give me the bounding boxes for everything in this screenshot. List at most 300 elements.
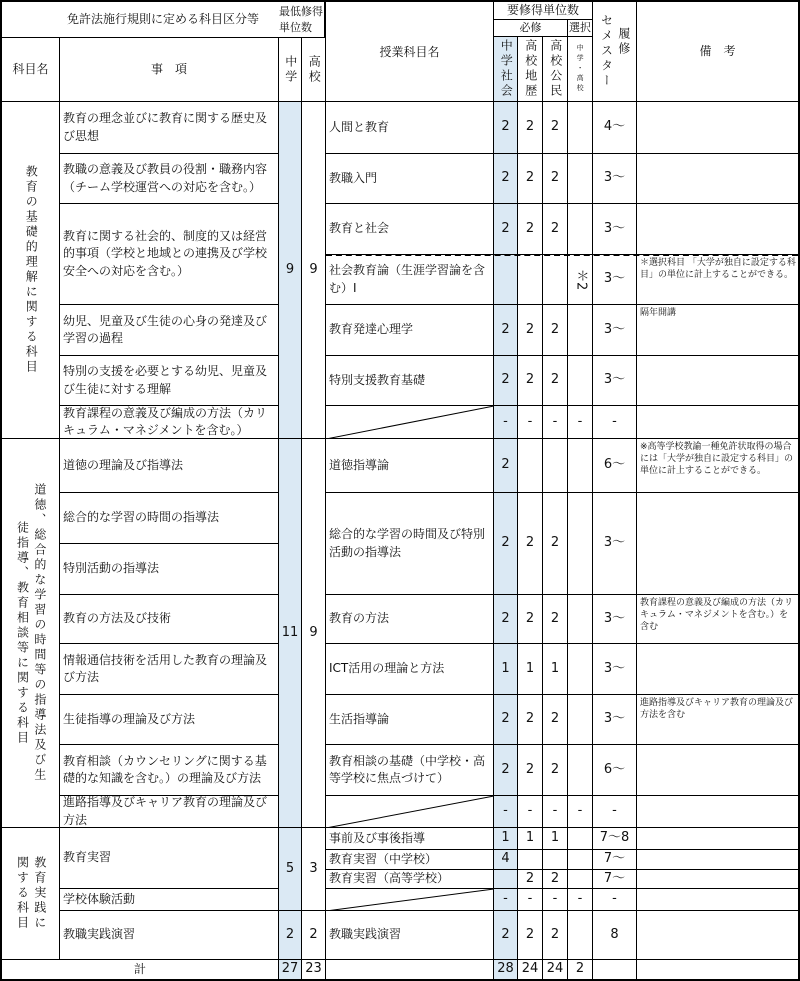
remarks xyxy=(637,870,798,889)
semester-value-text: 7～ xyxy=(603,870,626,886)
semester-value xyxy=(593,695,637,745)
remarks xyxy=(637,796,798,828)
min-ko-kiso-text: 9 xyxy=(309,261,318,277)
units-ko-chireki xyxy=(518,828,543,850)
units-chu-shakai-text: 2 xyxy=(501,170,510,186)
units-ko-komin xyxy=(543,255,568,305)
units-ko-chireki-text: 2 xyxy=(525,119,535,135)
units-ko-komin xyxy=(543,439,568,493)
units-chu-shakai xyxy=(494,870,518,889)
total-units-ko-chireki xyxy=(518,960,543,979)
header-biko xyxy=(637,2,798,102)
course-name xyxy=(326,644,494,695)
semester-value-text: - xyxy=(612,891,617,907)
units-ko-chireki xyxy=(518,695,543,745)
semester-value xyxy=(593,850,637,870)
semester-value xyxy=(593,356,637,406)
header-ko-komin-text: 高校公民 xyxy=(548,39,563,99)
item-row xyxy=(60,356,279,406)
course-name-text: 人間と教育 xyxy=(329,119,390,134)
semester-value xyxy=(593,828,637,850)
course-name xyxy=(326,870,494,889)
units-ko-komin xyxy=(543,102,568,154)
header-hisshu xyxy=(494,20,568,37)
units-chu-shakai xyxy=(494,255,518,305)
units-chu-shakai-text: - xyxy=(503,803,508,819)
units-chu-shakai-text: 2 xyxy=(501,610,510,626)
semester-value-text: 3～ xyxy=(603,170,626,186)
units-ko-komin xyxy=(543,204,568,255)
units-ko-chireki-text: 2 xyxy=(525,711,535,727)
units-chu-shakai-text: 1 xyxy=(501,830,510,846)
total-units-chu-shakai xyxy=(494,960,518,979)
remarks xyxy=(637,850,798,870)
item-row xyxy=(60,828,279,889)
header-sentaku-sub xyxy=(568,37,593,102)
min-chu-shidoho-text: 11 xyxy=(281,624,299,640)
total-units-sentaku xyxy=(568,960,593,979)
remarks xyxy=(637,154,798,204)
units-ko-chireki-text: - xyxy=(527,803,533,819)
course-name-text: 特別支援教育基礎 xyxy=(329,372,426,387)
units-chu-shakai-text: 2 xyxy=(501,926,510,942)
item-row-text: 教育課程の意義及び編成の方法（カリキュラム・マネジメントを含む。） xyxy=(63,406,268,437)
course-name-text: 道徳指導論 xyxy=(329,457,390,472)
course-name xyxy=(326,745,494,796)
rishu-label: 履修 xyxy=(616,26,631,57)
units-ko-komin-text: 1 xyxy=(550,830,560,846)
item-row xyxy=(60,204,279,305)
units-ko-komin xyxy=(543,889,568,911)
semester-value xyxy=(593,204,637,255)
units-ko-komin-text: - xyxy=(552,803,558,819)
units-chu-shakai-text: 2 xyxy=(501,535,510,551)
units-chu-shakai-text: 2 xyxy=(501,119,510,135)
item-row xyxy=(60,745,279,796)
units-sentaku xyxy=(568,356,593,406)
units-chu-shakai-text: 4 xyxy=(501,851,510,867)
units-chu-shakai xyxy=(494,695,518,745)
header-hisshu-text: 必修 xyxy=(519,21,542,35)
course-name xyxy=(326,305,494,356)
section-kiso xyxy=(2,102,60,439)
units-chu-shakai xyxy=(494,745,518,796)
semester-value-text: 3～ xyxy=(603,220,626,236)
units-ko-chireki-text: - xyxy=(527,891,533,907)
remarks xyxy=(637,889,798,911)
semester-value-text: - xyxy=(612,803,617,819)
units-chu-shakai-text: 2 xyxy=(501,220,510,236)
units-chu-shakai xyxy=(494,154,518,204)
course-name-text: 教育実習（高等学校） xyxy=(329,871,450,886)
section-jissen-b: 関する科目 xyxy=(15,856,30,931)
semester-value xyxy=(593,595,637,644)
units-ko-chireki-text: 2 xyxy=(525,321,535,337)
units-ko-chireki-text: 2 xyxy=(525,170,535,186)
header-item-text: 事 項 xyxy=(150,61,187,76)
course-name-text: 教育と社会 xyxy=(329,221,390,236)
units-ko-chireki-text: - xyxy=(527,413,533,429)
units-ko-komin xyxy=(543,305,568,356)
semester-value-text: 3～ xyxy=(603,711,626,727)
units-ko-chireki xyxy=(518,911,543,960)
semester-value xyxy=(593,796,637,828)
course-name xyxy=(326,889,494,911)
semester-value-text: 3～ xyxy=(603,321,626,337)
semester-value xyxy=(593,870,637,889)
header-ko-chireki xyxy=(518,37,543,102)
units-ko-chireki-text: 1 xyxy=(525,830,535,846)
header-course-name-text: 授業科目名 xyxy=(379,45,440,59)
remarks-text: ＊選択科目 「大学が独自に設定する科目」の単位に計上することができる。 xyxy=(640,258,796,281)
semester-value xyxy=(593,255,637,305)
units-ko-komin-text: 2 xyxy=(550,761,560,777)
units-sentaku-text: - xyxy=(577,413,583,429)
section-jissen xyxy=(2,828,60,960)
total-units-chu-shakai-text: 28 xyxy=(497,961,514,977)
units-chu-shakai xyxy=(494,204,518,255)
min-ko-kiso xyxy=(302,102,326,439)
course-name-text: ICT活用の理論と方法 xyxy=(329,661,445,676)
course-name-text: 事前及び事後指導 xyxy=(329,830,426,845)
units-ko-chireki xyxy=(518,644,543,695)
units-ko-chireki xyxy=(518,102,543,154)
units-ko-chireki xyxy=(518,154,543,204)
units-ko-chireki-text: 2 xyxy=(525,372,535,388)
item-row-text: 教育相談（カウンセリングに関する基礎的な知識を含む。）の理論及び方法 xyxy=(63,753,267,785)
item-row-text: 学校体験活動 xyxy=(63,891,136,906)
min-chu-kiso-text: 9 xyxy=(285,261,295,277)
total-ko xyxy=(302,960,326,979)
section-jissen-a: 教育実践に xyxy=(32,856,47,931)
header-required-units-text: 要修得単位数 xyxy=(506,2,579,17)
remarks-text: 教育課程の意義及び編成の方法（カリキュラム・マネジメントを含む。）を含む xyxy=(640,598,794,633)
units-chu-shakai xyxy=(494,828,518,850)
units-chu-shakai-text: 2 xyxy=(501,457,510,473)
units-ko-komin-text: 1 xyxy=(550,660,560,676)
units-ko-chireki-text: 2 xyxy=(525,610,535,626)
semester-value xyxy=(593,439,637,493)
header-semester xyxy=(593,2,637,102)
header-chu xyxy=(279,38,302,102)
semester-value-text: 6～ xyxy=(603,761,626,777)
item-row-text: 情報通信技術を活用した教育の理論及び方法 xyxy=(63,652,268,684)
units-sentaku xyxy=(568,796,593,828)
item-row xyxy=(60,911,279,960)
section-divider xyxy=(2,959,798,960)
units-ko-chireki-text: 2 xyxy=(525,761,535,777)
header-subject-name xyxy=(2,38,60,102)
item-row-text: 生徒指導の理論及び方法 xyxy=(63,711,196,726)
units-sentaku xyxy=(568,305,593,356)
semester-value xyxy=(593,745,637,796)
total-semester-blank xyxy=(593,960,637,979)
semester-value xyxy=(593,493,637,595)
header-biko-text: 備 考 xyxy=(699,43,736,58)
semester-value xyxy=(593,889,637,911)
course-name-text: 教職実践演習 xyxy=(329,927,402,942)
units-ko-komin-text: 2 xyxy=(550,926,560,942)
semester-value-text: 3～ xyxy=(603,372,626,388)
item-row xyxy=(60,889,279,911)
min-ko-shidoho-text: 9 xyxy=(309,624,318,640)
remarks xyxy=(637,356,798,406)
course-name xyxy=(326,356,494,406)
semester-value-text: 3～ xyxy=(603,610,626,626)
units-ko-chireki xyxy=(518,255,543,305)
course-name xyxy=(326,204,494,255)
item-row-text: 進路指導及びキャリア教育の理論及び方法 xyxy=(63,796,268,827)
remarks xyxy=(637,644,798,695)
header-subject-name-text: 科目名 xyxy=(12,61,49,76)
units-ko-komin-text: 2 xyxy=(550,610,560,626)
units-chu-shakai xyxy=(494,493,518,595)
item-row xyxy=(60,695,279,745)
item-row-text: 総合的な学習の時間の指導法 xyxy=(63,510,220,525)
units-chu-shakai xyxy=(494,102,518,154)
units-ko-chireki xyxy=(518,595,543,644)
course-name xyxy=(326,595,494,644)
units-ko-chireki xyxy=(518,356,543,406)
units-ko-komin xyxy=(543,154,568,204)
header-sentaku xyxy=(568,20,593,37)
semester-value-text: 8 xyxy=(610,926,619,942)
total-units-ko-komin xyxy=(543,960,568,979)
total-chu xyxy=(279,960,302,979)
units-ko-komin xyxy=(543,828,568,850)
units-ko-komin-text: 2 xyxy=(550,321,560,337)
units-chu-shakai xyxy=(494,850,518,870)
units-ko-komin xyxy=(543,406,568,439)
course-name xyxy=(326,828,494,850)
total-chu-text: 27 xyxy=(281,961,299,977)
units-ko-komin xyxy=(543,745,568,796)
total-units-sentaku-text: 2 xyxy=(575,961,585,977)
units-ko-komin xyxy=(543,356,568,406)
units-chu-shakai-text: 2 xyxy=(501,321,510,337)
units-chu-shakai-text: 2 xyxy=(501,711,510,727)
units-sentaku xyxy=(568,644,593,695)
units-ko-komin xyxy=(543,695,568,745)
course-name xyxy=(326,255,494,305)
item-row-text: 教育実習 xyxy=(63,850,112,865)
units-chu-shakai xyxy=(494,406,518,439)
units-sentaku-text: ＊2 xyxy=(573,268,589,291)
header-ko xyxy=(302,38,326,102)
section-kiso-text: 教育の基礎的理解に関する科目 xyxy=(24,165,39,375)
course-name-text: 教職入門 xyxy=(329,170,378,185)
header-min-units-text: 最低修得単位数 xyxy=(279,4,323,34)
units-ko-komin-text: 2 xyxy=(550,535,560,551)
units-sentaku xyxy=(568,695,593,745)
units-chu-shakai xyxy=(494,439,518,493)
item-row-text: 教育の理念並びに教育に関する歴史及び思想 xyxy=(63,111,268,143)
total-ko-text: 23 xyxy=(305,961,322,977)
total-units-ko-chireki-text: 24 xyxy=(521,961,539,977)
units-ko-chireki-text: 1 xyxy=(525,660,535,676)
item-row xyxy=(60,493,279,544)
course-name-text: 教育実習（中学校） xyxy=(329,851,438,866)
course-name-text: 教育の方法 xyxy=(329,611,390,626)
units-ko-komin xyxy=(543,595,568,644)
semester-value-text: 7～8 xyxy=(599,830,630,846)
units-sentaku xyxy=(568,595,593,644)
units-sentaku xyxy=(568,204,593,255)
header-course-name xyxy=(326,2,494,102)
min-chu-enshu-text: 2 xyxy=(285,926,295,942)
semester-value-text: - xyxy=(612,413,617,429)
units-ko-chireki xyxy=(518,439,543,493)
units-ko-komin xyxy=(543,911,568,960)
section-shidoho xyxy=(2,439,60,828)
remarks xyxy=(637,204,798,255)
units-sentaku xyxy=(568,745,593,796)
units-ko-chireki-text: 2 xyxy=(525,220,535,236)
course-name xyxy=(326,439,494,493)
min-chu-jissen xyxy=(279,828,302,911)
units-chu-shakai xyxy=(494,911,518,960)
item-row-text: 道徳の理論及び指導法 xyxy=(63,457,184,472)
item-row xyxy=(60,796,279,828)
units-ko-chireki xyxy=(518,796,543,828)
item-row-text: 教職の意義及び教員の役割・職務内容（チーム学校運営への対応を含む。） xyxy=(63,162,268,194)
min-chu-shidoho xyxy=(279,439,302,828)
item-row xyxy=(60,595,279,644)
units-ko-chireki xyxy=(518,745,543,796)
header-item xyxy=(60,38,279,102)
course-name xyxy=(326,695,494,745)
semester-value xyxy=(593,911,637,960)
units-ko-chireki-text: 2 xyxy=(525,926,535,942)
section-divider xyxy=(2,101,798,102)
semester-value-text: 7～ xyxy=(603,851,626,867)
units-sentaku xyxy=(568,828,593,850)
total-label xyxy=(2,960,279,979)
semester-value xyxy=(593,644,637,695)
units-chu-shakai xyxy=(494,796,518,828)
units-chu-shakai xyxy=(494,356,518,406)
course-name-text: 生活指導論 xyxy=(329,711,390,726)
item-row xyxy=(60,544,279,595)
units-chu-shakai xyxy=(494,305,518,356)
item-row-text: 教育に関する社会的、制度的又は経営的事項（学校と地域との連携及び学校安全への対応を含む。） xyxy=(63,228,268,278)
remarks xyxy=(637,595,798,644)
units-sentaku xyxy=(568,850,593,870)
semester-value-text: 6～ xyxy=(603,457,626,473)
course-name xyxy=(326,911,494,960)
semester-value-text: 4～ xyxy=(603,119,626,135)
dashed-separator xyxy=(326,254,798,256)
total-label-text: 計 xyxy=(133,961,146,976)
header-category-group-text: 免許法施行規則に定める科目区分等 xyxy=(66,11,259,26)
section-divider xyxy=(2,438,798,439)
course-name xyxy=(326,102,494,154)
header-sentaku-text: 選択 xyxy=(569,21,591,35)
item-row xyxy=(60,102,279,154)
remarks xyxy=(637,695,798,745)
units-ko-komin xyxy=(543,493,568,595)
item-row xyxy=(60,644,279,695)
units-ko-komin-text: 2 xyxy=(550,170,560,186)
item-row xyxy=(60,305,279,356)
section-shidoho-a: 道徳、総合的な学習の時間等の指導法及び生 xyxy=(32,483,47,783)
header-chu-shakai-text: 中学社会 xyxy=(499,39,514,99)
units-sentaku xyxy=(568,889,593,911)
units-ko-chireki xyxy=(518,850,543,870)
units-sentaku xyxy=(568,154,593,204)
units-sentaku-text: - xyxy=(577,891,583,907)
item-row-text: 特別の支援を必要とする幼児、児童及び生徒に対する理解 xyxy=(63,364,268,396)
units-ko-chireki xyxy=(518,493,543,595)
item-row xyxy=(60,406,279,439)
semester-value xyxy=(593,102,637,154)
units-ko-komin-text: 2 xyxy=(550,711,560,727)
remarks xyxy=(637,102,798,154)
remarks-text: 進路指導及びキャリア教育の理論及び方法を含む xyxy=(640,698,794,721)
units-sentaku-text: - xyxy=(577,803,583,819)
header-ko-chireki-text: 高校地歴 xyxy=(523,39,538,99)
units-chu-shakai-text: 1 xyxy=(501,660,510,676)
item-row-text: 教育の方法及び技術 xyxy=(63,611,172,626)
course-name-text: 総合的な学習の時間及び特別活動の指導法 xyxy=(329,527,486,559)
min-ko-jissen-text: 3 xyxy=(309,860,318,876)
units-ko-chireki xyxy=(518,870,543,889)
semester-value xyxy=(593,406,637,439)
semester-value xyxy=(593,154,637,204)
units-chu-shakai-text: 2 xyxy=(501,761,510,777)
item-row-text: 教職実践演習 xyxy=(63,927,136,942)
units-ko-chireki xyxy=(518,406,543,439)
header-required-units xyxy=(494,2,593,20)
header-chu-text: 中学 xyxy=(283,54,298,85)
remarks xyxy=(637,493,798,595)
remarks xyxy=(637,439,798,493)
header-ko-text: 高校 xyxy=(307,54,322,85)
units-sentaku xyxy=(568,255,593,305)
units-chu-shakai xyxy=(494,889,518,911)
units-ko-chireki xyxy=(518,305,543,356)
total-units-ko-komin-text: 24 xyxy=(546,961,564,977)
semester-value xyxy=(593,305,637,356)
min-ko-enshu-text: 2 xyxy=(309,926,318,942)
course-name xyxy=(326,154,494,204)
semester-value-text: 3～ xyxy=(603,535,626,551)
remarks xyxy=(637,305,798,356)
course-name xyxy=(326,850,494,870)
item-row xyxy=(60,154,279,204)
units-chu-shakai-text: - xyxy=(503,891,508,907)
units-sentaku xyxy=(568,406,593,439)
remarks xyxy=(637,255,798,305)
units-ko-komin-text: 2 xyxy=(550,119,560,135)
remarks xyxy=(637,911,798,960)
course-name-text: 教育相談の基礎（中学校・高等学校に焦点づけて） xyxy=(329,753,486,785)
section-divider xyxy=(2,827,798,828)
units-ko-chireki-text: 2 xyxy=(525,535,535,551)
min-chu-enshu xyxy=(279,911,302,960)
min-chu-kiso xyxy=(279,102,302,439)
remarks xyxy=(637,406,798,439)
course-name-text: 教育発達心理学 xyxy=(329,322,414,337)
min-ko-shidoho xyxy=(302,439,326,828)
units-ko-chireki-text: 2 xyxy=(525,870,535,886)
header-category-group xyxy=(2,2,325,38)
course-name xyxy=(326,406,494,439)
units-sentaku xyxy=(568,870,593,889)
course-name-text: 社会教育論（生涯学習論を含む）Ⅰ xyxy=(329,263,486,295)
units-ko-chireki xyxy=(518,204,543,255)
min-ko-jissen xyxy=(302,828,326,911)
